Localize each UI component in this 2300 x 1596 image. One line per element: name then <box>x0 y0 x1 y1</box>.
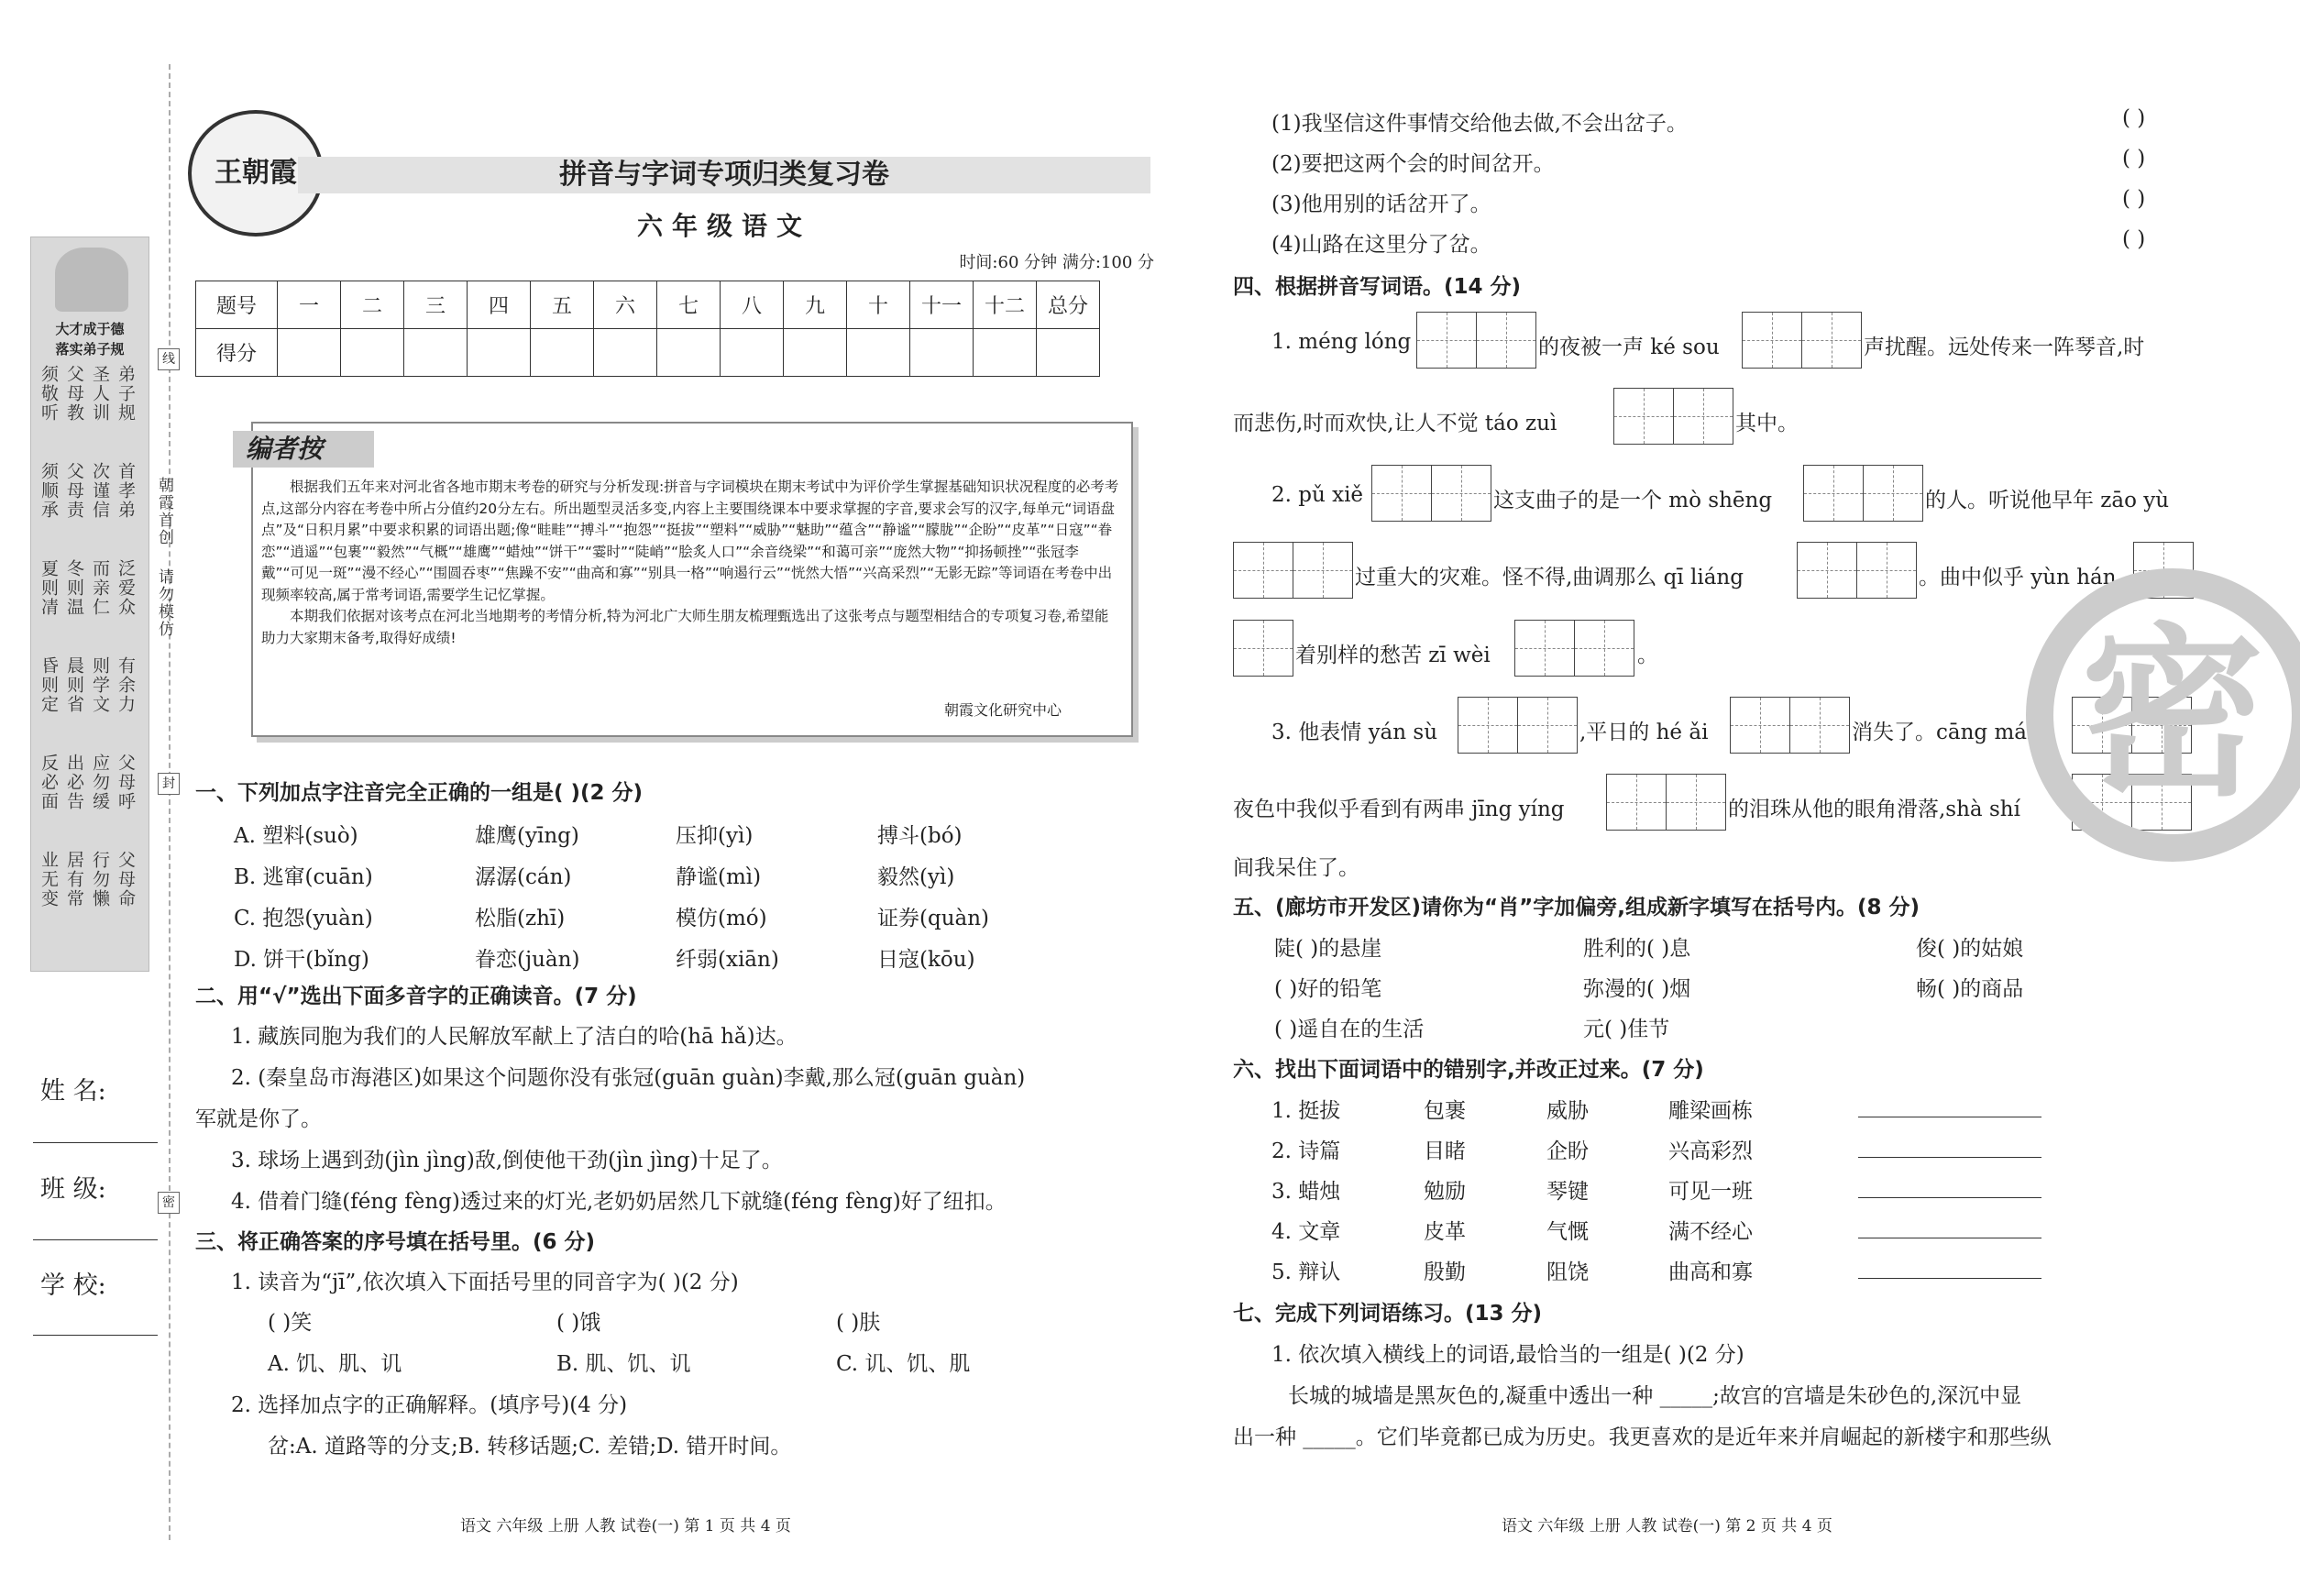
vertical-note-2: 请勿模仿 <box>155 568 173 638</box>
section3-q1-blank-3[interactable]: ( )肤 <box>836 1311 881 1335</box>
section6-word: 勉励 <box>1424 1180 1466 1204</box>
section7-heading: 七、完成下列词语练习。(13 分) <box>1233 1302 1543 1326</box>
pinyin-answer-box[interactable] <box>1730 697 1850 754</box>
section6-word: 5. 辩认 <box>1271 1260 1341 1284</box>
score-header-cell: 总分 <box>1037 281 1100 329</box>
section5-item: 弥漫的( )烟 <box>1583 977 1691 1001</box>
section4-heading: 四、根据拼音写词语。(14 分) <box>1233 275 1522 299</box>
s4-l2b: 其中。 <box>1735 412 1799 435</box>
s4-l7b: 的泪珠从他的眼角滑落,shà shí <box>1728 798 2020 821</box>
score-header-cell: 十二 <box>974 281 1037 329</box>
score-header-cell: 九 <box>784 281 847 329</box>
section2-heading: 二、用“√”选出下面多音字的正确读音。(7 分) <box>195 985 637 1008</box>
section6-word: 可见一班 <box>1668 1180 1753 1204</box>
s4-l6a: 3. 他表情 yán sù <box>1271 721 1438 744</box>
editor-note-text <box>261 477 1121 649</box>
score-input-cell[interactable] <box>468 329 531 377</box>
section6-word: 威胁 <box>1546 1099 1589 1123</box>
section3-q1-blank-2[interactable]: ( )饿 <box>556 1311 601 1335</box>
score-input-cell[interactable] <box>594 329 657 377</box>
seam-mark-1: 线 <box>158 348 180 370</box>
section6-word: 阻饶 <box>1546 1260 1589 1284</box>
pinyin-answer-box[interactable] <box>1742 312 1862 369</box>
footer-left: 语文 六年级 上册 人教 试卷(一) 第 1 页 共 4 页 <box>460 1517 791 1535</box>
motto-column: 须顺承 <box>39 462 59 520</box>
score-input-cell[interactable] <box>341 329 404 377</box>
section7-p1: 长城的城墙是黑灰色的,凝重中透出一种 _____;故宫的宫墙是朱砂色的,深沉中显 <box>1288 1384 2022 1408</box>
motto-column: 首孝弟 <box>116 462 136 520</box>
section2-item-4: 4. 借着门缝(féng fèng)透过来的灯光,老奶奶居然几下就缝(féng fèng)好了纽扣。 <box>231 1190 1007 1214</box>
score-table <box>195 281 1100 377</box>
answer-paren[interactable]: ( ) <box>2122 106 2146 130</box>
motto-column: 圣人训 <box>90 365 110 423</box>
editor-note-tag: 编者按 <box>233 431 374 468</box>
score-input-cell[interactable] <box>278 329 341 377</box>
section5-item: ( )遥自在的生活 <box>1274 1018 1425 1041</box>
school-field[interactable] <box>33 1335 158 1336</box>
section6-word: 雕梁画栋 <box>1668 1099 1753 1123</box>
section5-item: ( )好的铅笔 <box>1274 977 1382 1001</box>
page-subtitle: 六年级语文 <box>636 211 811 241</box>
publisher-logo: 王朝霞 <box>188 110 324 237</box>
score-header-cell: 七 <box>657 281 721 329</box>
score-input-cell[interactable] <box>404 329 468 377</box>
motto-column: 业无变 <box>39 851 59 908</box>
score-header-cell: 十一 <box>910 281 974 329</box>
section6-word: 曲高和寡 <box>1668 1260 1753 1284</box>
section3-q1-option-a: A. 饥、肌、讥 <box>268 1352 402 1376</box>
motto-column: 弟子规 <box>116 365 136 423</box>
s4-l1a: 1. méng lóng <box>1271 330 1412 354</box>
s4-l6b: ,平日的 hé ǎi <box>1579 721 1709 744</box>
section1-option-cell: 纤弱(xiān) <box>676 948 779 972</box>
score-header-cell: 三 <box>404 281 468 329</box>
section7-p2: 出一种 _____。它们毕竟都已成为历史。我更喜欢的是近年来并肩崛起的新楼宇和那些纵 <box>1233 1425 2052 1449</box>
pinyin-answer-box[interactable] <box>1371 465 1491 522</box>
pinyin-answer-box[interactable] <box>1458 697 1578 754</box>
motto-column: 昏则定 <box>39 656 59 714</box>
score-table-row1-label: 题号 <box>196 281 278 329</box>
section3-q2-item: (1)我坚信这件事情交给他去做,不会出岔子。 <box>1271 112 1688 136</box>
motto-column: 泛爱众 <box>116 559 136 617</box>
section6-word: 气慨 <box>1546 1220 1589 1244</box>
footer-right: 语文 六年级 上册 人教 试卷(一) 第 2 页 共 4 页 <box>1502 1517 1832 1535</box>
score-header-cell: 十 <box>847 281 910 329</box>
motto-column: 冬则温 <box>64 559 84 617</box>
motto-column: 须敬听 <box>39 365 59 423</box>
editor-note-para1: 根据我们五年来对河北省各地市期末考卷的研究与分析发现:拼音与字词模块在期末考试中为评价学生掌握基础知识状况程度的必考考点,这部分内容在考卷中所占分值约20分左右。所出题型灵活多变,内容上主要围绕课本中要求掌握的字音,要求会写的汉字,每单元“词语盘点”及“日积月累”中要求积累的词语出题;像“畦畦”“搏斗”“抱怨”“挺拔”“塑料”“威胁”“魅助”“蕴含”“静谧”“朦胧”“企盼”“皮革”“日寇”“眷恋”“逍遥”“包裹”“毅然”“气概”“雄鹰”“蜡烛”“饼干”“霎时”“陡峭”“脍炙人口”“余音绕梁”“和蔼可亲”“庞然大物”“抑扬顿挫”“张冠李戴”“可见一斑”“漫不经心”“围圆吞枣”“焦躁不安”“曲高和寡”“别具一格”“响遏行云”“恍然大悟”“兴高采烈”“无影无踪”等词语在考卷中出现频率较高,属于常考词语,需要学生记忆掌握。 <box>261 479 1119 603</box>
score-table-row2-label: 得分 <box>196 329 278 377</box>
pinyin-answer-box[interactable] <box>1613 388 1733 445</box>
pinyin-answer-box[interactable] <box>1233 620 1293 677</box>
motto-column: 晨则省 <box>64 656 84 714</box>
score-header-cell: 二 <box>341 281 404 329</box>
motto-columns <box>37 365 143 952</box>
score-input-cell[interactable] <box>974 329 1037 377</box>
section1-option-cell: 日寇(kōu) <box>877 948 975 972</box>
motto-column: 出必告 <box>64 754 84 811</box>
motto-column: 行勿懒 <box>90 851 110 908</box>
s4-l2a: 而悲伤,时而欢快,让人不觉 táo zuì <box>1233 412 1557 435</box>
section6-word: 4. 文章 <box>1271 1220 1341 1244</box>
section1-option-cell: 搏斗(bó) <box>877 824 963 848</box>
section1-option-cell: 证券(quàn) <box>877 907 990 930</box>
score-input-cell[interactable] <box>657 329 721 377</box>
scholar-figure-icon <box>55 248 128 312</box>
section1-option-cell: 潺潺(cán) <box>475 865 572 889</box>
s4-l3c: 的人。听说他早年 zāo yù <box>1925 489 2170 512</box>
answer-paren[interactable]: ( ) <box>2122 147 2146 171</box>
section3-q2-definition: 岔:A. 道路等的分支;B. 转移话题;C. 差错;D. 错开时间。 <box>268 1435 792 1458</box>
name-field[interactable] <box>33 1142 158 1143</box>
score-header-cell: 八 <box>721 281 784 329</box>
section5-heading: 五、(廊坊市开发区)请你为“肖”字加偏旁,组成新字填写在括号内。(8 分) <box>1233 896 1920 919</box>
section2-item-2: 2. (秦皇岛市海港区)如果这个问题你没有张冠(guān guàn)李戴,那么冠(guān guàn) <box>231 1066 1026 1090</box>
section2-item-2b: 军就是你了。 <box>195 1107 322 1131</box>
section1-option-cell: 压抑(yì) <box>676 824 754 848</box>
editor-note-signature: 朝霞文化研究中心 <box>944 701 1062 719</box>
section6-word: 企盼 <box>1546 1139 1589 1163</box>
section6-word: 皮革 <box>1424 1220 1466 1244</box>
section5-item: 俊( )的姑娘 <box>1916 937 2024 961</box>
section6-word: 3. 蜡烛 <box>1271 1180 1341 1204</box>
s4-l3b: 这支曲子的是一个 mò shēng <box>1493 489 1773 512</box>
section3-q1-option-b: B. 肌、饥、讥 <box>556 1352 691 1376</box>
vertical-note-1: 朝霞首创 <box>155 477 173 546</box>
seam-mark-2: 封 <box>158 773 180 795</box>
section3-q1-option-c: C. 讥、饥、肌 <box>836 1352 971 1376</box>
s4-l5b: 。 <box>1637 644 1658 667</box>
section3-q2-item: (4)山路在这里分了岔。 <box>1271 233 1491 257</box>
section6-word: 2. 诗篇 <box>1271 1139 1341 1163</box>
s4-l1c: 声扰醒。远处传来一阵琴音,时 <box>1864 336 2145 359</box>
s4-l5a: 着别样的愁苦 zī wèi <box>1295 644 1491 667</box>
pinyin-answer-box[interactable] <box>1416 312 1536 369</box>
section6-word: 包裹 <box>1424 1099 1466 1123</box>
section6-word: 兴高彩烈 <box>1668 1139 1753 1163</box>
section5-item: 陡( )的悬崖 <box>1274 937 1382 961</box>
motto-line2: 落实弟子规 <box>55 341 125 358</box>
motto-column: 应勿缓 <box>90 754 110 811</box>
section3-q1: 1. 读音为“jī”,依次填入下面括号里的同音字为( )(2 分) <box>231 1271 739 1294</box>
score-input-cell[interactable] <box>910 329 974 377</box>
pinyin-answer-box[interactable] <box>1797 542 1917 599</box>
section1-option-cell: 模仿(mó) <box>676 907 767 930</box>
motto-column: 父母命 <box>116 851 136 908</box>
motto-column: 而亲仁 <box>90 559 110 617</box>
section6-word: 目睹 <box>1424 1139 1466 1163</box>
watermark-seal-char: 密 <box>2080 608 2264 821</box>
binding-dashed-line <box>169 64 171 1540</box>
score-input-cell[interactable] <box>721 329 784 377</box>
motto-line1: 大才成于德 <box>55 321 125 337</box>
score-input-cell[interactable] <box>784 329 847 377</box>
s4-l8: 间我呆住了。 <box>1233 856 1359 880</box>
section6-heading: 六、找出下面词语中的错别字,并改正过来。(7 分) <box>1233 1058 1704 1082</box>
section1-option-cell: 雄鹰(yīng) <box>475 824 579 848</box>
class-field[interactable] <box>33 1239 158 1240</box>
motto-column: 有余力 <box>116 656 136 714</box>
section2-item-3: 3. 球场上遇到劲(jìn jìng)敌,倒使他干劲(jìn jìng)十足了。 <box>231 1149 783 1172</box>
time-info: 时间:60 分钟 满分:100 分 <box>959 253 1154 272</box>
section1-option-cell: 眷恋(juàn) <box>475 948 580 972</box>
motto-column: 反必面 <box>39 754 59 811</box>
s4-l7a: 夜色中我似乎看到有两串 jīng yíng <box>1233 798 1565 821</box>
pinyin-answer-box[interactable] <box>1233 542 1353 599</box>
seam-mark-3: 密 <box>158 1192 180 1214</box>
motto-column: 父母责 <box>64 462 84 520</box>
score-header-cell: 六 <box>594 281 657 329</box>
motto-column: 次谨信 <box>90 462 110 520</box>
section6-word: 1. 挺拔 <box>1271 1099 1341 1123</box>
section1-option-cell: C. 抱怨(yuàn) <box>234 907 373 930</box>
section3-q2: 2. 选择加点字的正确解释。(填序号)(4 分) <box>231 1393 628 1417</box>
section1-heading: 一、下列加点字注音完全正确的一组是( )(2 分) <box>195 781 644 805</box>
correction-answer-line[interactable] <box>1858 1197 2041 1198</box>
section5-item: 元( )佳节 <box>1583 1018 1670 1041</box>
s4-l4a: 过重大的灾难。怪不得,曲调那么 qī liáng <box>1355 566 1744 589</box>
name-label: 姓 名: <box>40 1077 106 1106</box>
section1-option-cell: B. 逃窜(cuān) <box>234 865 373 889</box>
section1-option-cell: 松脂(zhī) <box>475 907 566 930</box>
score-input-cell[interactable] <box>847 329 910 377</box>
class-label: 班 级: <box>40 1175 106 1204</box>
s4-l3a: 2. pǔ xiě <box>1271 483 1364 507</box>
score-header-cell: 四 <box>468 281 531 329</box>
section6-word: 琴键 <box>1546 1180 1589 1204</box>
section2-item-1: 1. 藏族同胞为我们的人民解放军献上了洁白的哈(hā hǎ)达。 <box>231 1025 798 1049</box>
section6-word: 满不经心 <box>1668 1220 1753 1244</box>
pinyin-answer-box[interactable] <box>1606 774 1726 831</box>
section3-q1-blank-1[interactable]: ( )笑 <box>268 1311 313 1335</box>
editor-note-para2: 本期我们依据对该考点在河北当地期考的考情分析,特为河北广大师生朋友梳理甄选出了这张考点与题型相结合的专项复习卷,希望能助力大家期末备考,取得好成绩! <box>261 608 1109 646</box>
s4-l4b: 。曲中似乎 yùn hán <box>1919 566 2117 589</box>
correction-answer-line[interactable] <box>1858 1157 2041 1158</box>
correction-answer-line[interactable] <box>1858 1278 2041 1279</box>
school-label: 学 校: <box>40 1271 106 1300</box>
score-header-cell: 五 <box>531 281 594 329</box>
section1-option-cell: 静谧(mì) <box>676 865 762 889</box>
score-input-cell[interactable] <box>1037 329 1100 377</box>
answer-paren[interactable]: ( ) <box>2122 227 2146 251</box>
section1-option-cell: D. 饼干(bǐng) <box>234 948 369 972</box>
section6-word: 殷勤 <box>1424 1260 1466 1284</box>
pinyin-answer-box[interactable] <box>1803 465 1923 522</box>
section3-heading: 三、将正确答案的序号填在括号里。(6 分) <box>195 1230 596 1254</box>
page-title: 拼音与字词专项归类复习卷 <box>559 159 889 191</box>
score-input-cell[interactable] <box>531 329 594 377</box>
section3-q2-item: (3)他用别的话岔开了。 <box>1271 193 1491 216</box>
motto-column: 居有常 <box>64 851 84 908</box>
s4-l6c: 消失了。cāng máng <box>1852 721 2054 744</box>
section1-option-cell: 毅然(yì) <box>877 865 955 889</box>
pinyin-answer-box[interactable] <box>1514 620 1634 677</box>
answer-paren[interactable]: ( ) <box>2122 187 2146 211</box>
section7-q1: 1. 依次填入横线上的词语,最恰当的一组是( )(2 分) <box>1271 1343 1744 1367</box>
section5-item: 胜利的( )息 <box>1583 937 1691 961</box>
motto-column: 则学文 <box>90 656 110 714</box>
motto-column: 夏则凊 <box>39 559 59 617</box>
section3-q2-item: (2)要把这两个会的时间岔开。 <box>1271 152 1555 176</box>
motto-column: 父母教 <box>64 365 84 423</box>
motto-column: 父母呼 <box>116 754 136 811</box>
score-header-cell: 一 <box>278 281 341 329</box>
section5-item: 畅( )的商品 <box>1916 977 2024 1001</box>
s4-l1b: 的夜被一声 ké sou <box>1538 336 1720 359</box>
section1-option-cell: A. 塑料(suò) <box>234 824 358 848</box>
